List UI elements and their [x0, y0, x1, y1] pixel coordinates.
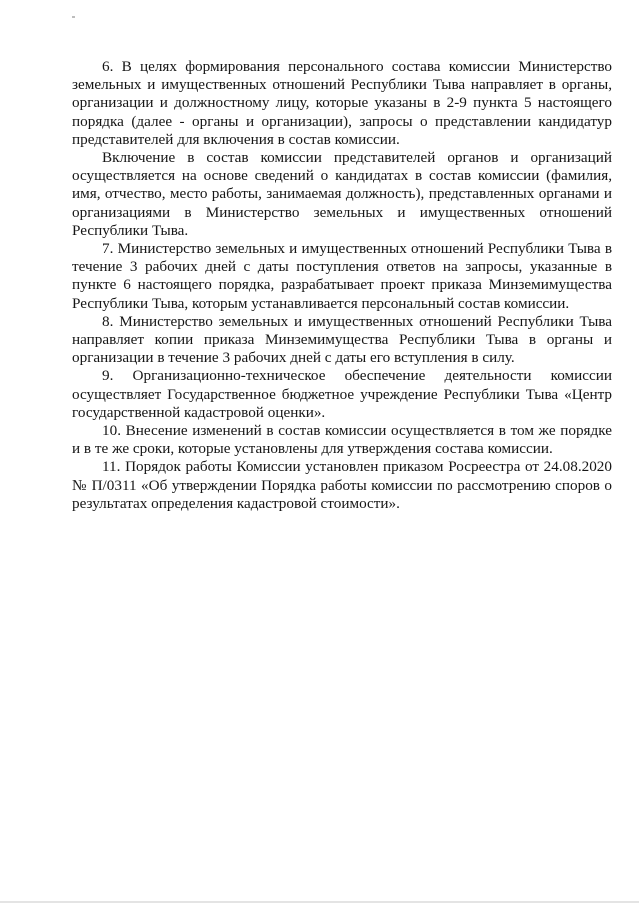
- paragraph-6: 6. В целях формирования персонального состава комиссии Министерство земельных и имущественных отношений Республики Тыва направляет в органы, организации и должностному лицу, которые указаны в 2-9 пункта 5 настоящего порядка (далее - органы и организации), запросы о представлении кандидатур представителей для включения в состав комиссии.: [72, 58, 612, 148]
- paragraph-6-continuation: Включение в состав комиссии представителей органов и организаций осуществляется на основе сведений о кандидатах в состав комиссии (фамилия, имя, отчество, место работы, занимаемая должность), представленных органами и организациями в Министерство земельных и имущественных отношений Республики Тыва.: [72, 149, 612, 239]
- paragraph-11: 11. Порядок работы Комиссии установлен приказом Росреестра от 24.08.2020 № П/0311 «Об утверждении Порядка работы комиссии по рассмотрению споров о результатах определения кадастровой стоимости».: [72, 458, 612, 512]
- paragraph-9: 9. Организационно-техническое обеспечение деятельности комиссии осуществляет Государственное бюджетное учреждение Республики Тыва «Центр государственной кадастровой оценки».: [72, 367, 612, 421]
- scan-artifact: [72, 16, 75, 18]
- paragraph-7: 7. Министерство земельных и имущественных отношений Республики Тыва в течение 3 рабочих дней с даты поступления ответов на запросы, указанные в пункте 6 настоящего порядка, разрабатывает проект приказа Минземимущества Республики Тыва, которым устанавливается персональный состав комиссии.: [72, 240, 612, 312]
- paragraph-8: 8. Министерство земельных и имущественных отношений Республики Тыва направляет копии приказа Минземимущества Республики Тыва в органы и организации в течение 3 рабочих дней с даты его вступления в силу.: [72, 312, 612, 367]
- document-body: [72, 58, 612, 513]
- paragraph-10: 10. Внесение изменений в состав комиссии осуществляется в том же порядке и в те же сроки, которые установлены для утверждения состава комиссии.: [72, 422, 612, 458]
